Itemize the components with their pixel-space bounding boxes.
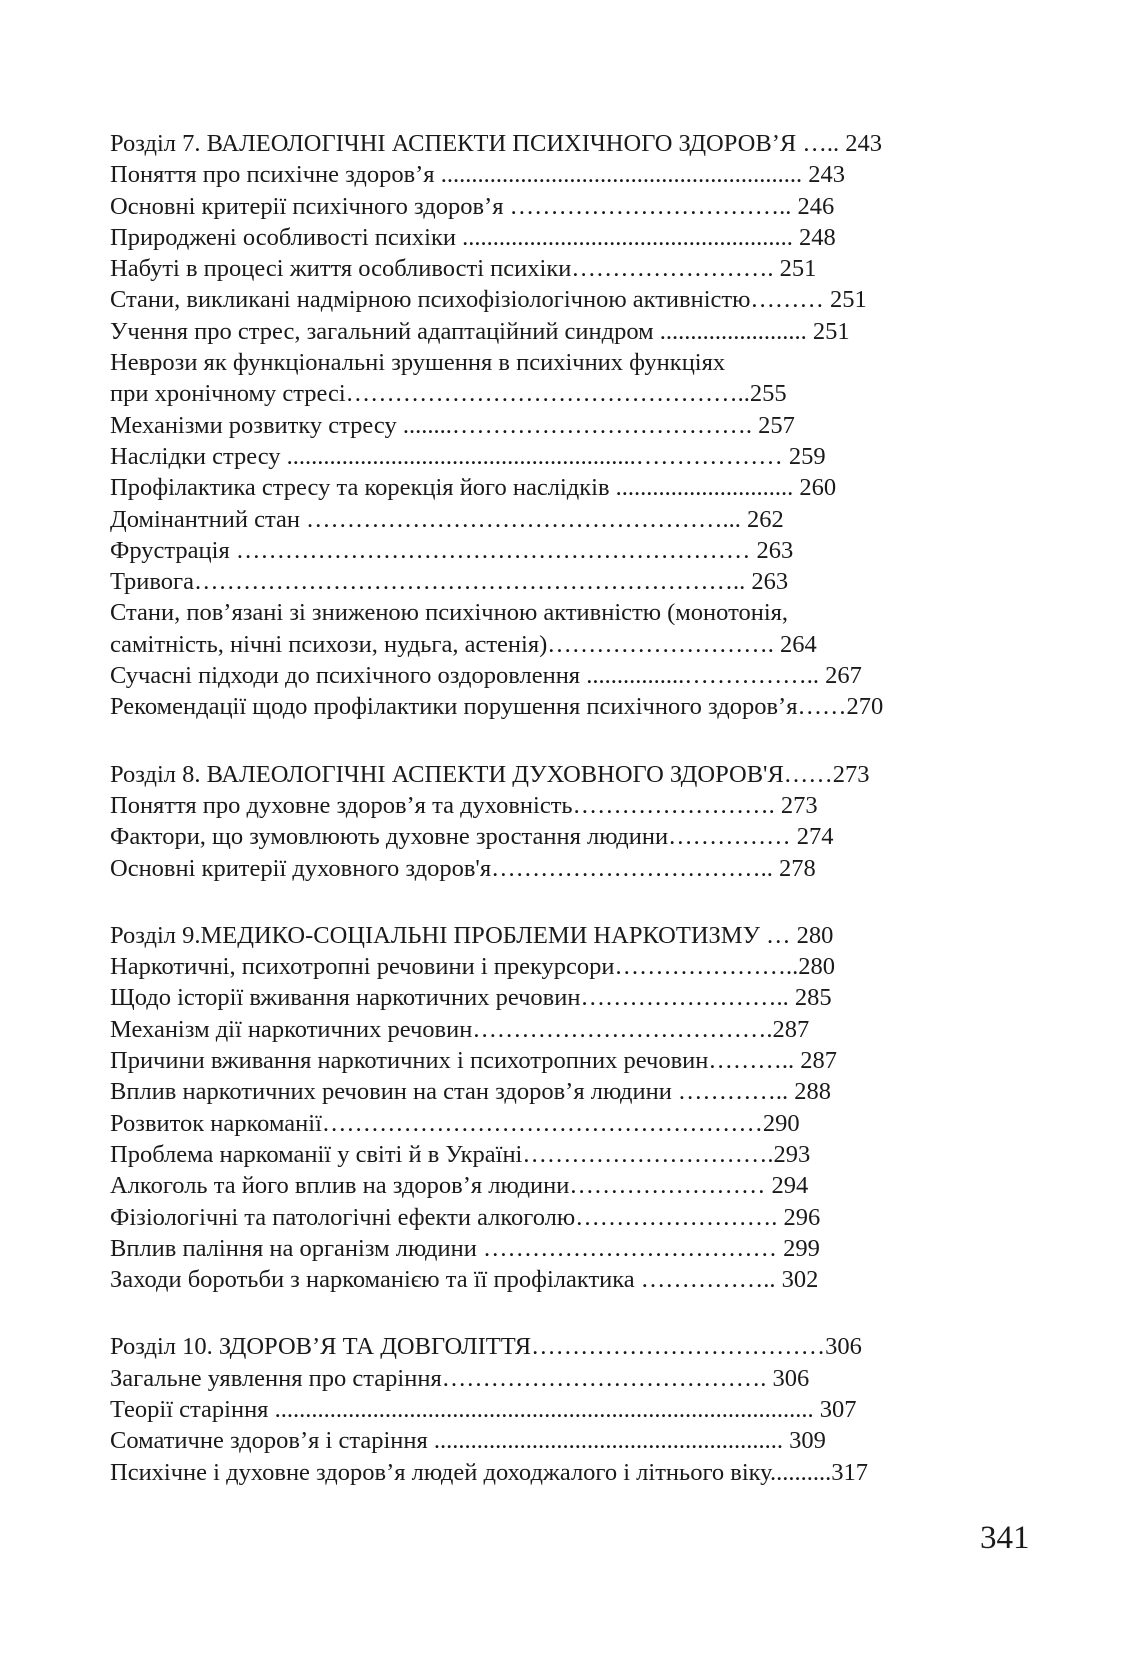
toc-entry[interactable]: Причини вживання наркотичних і психотропних речовин……….. 287 [110,1047,838,1075]
toc-entry[interactable]: Поняття про психічне здоров’я ........................................................... 243 [110,161,845,189]
toc-heading[interactable]: Розділ 7. ВАЛЕОЛОГІЧНІ АСПЕКТИ ПСИХІЧНОГО ЗДОРОВ’Я ….. 243 [110,130,882,157]
toc-entry[interactable]: Фактори, що зумовлюють духовне зростання людини…………… 274 [110,823,834,851]
toc-entry[interactable]: Природжені особливості психіки ...................................................... 248 [110,223,836,251]
toc-entry[interactable]: Механізми розвитку стресу ........………………………………. 257 [110,411,795,439]
toc-entry[interactable]: Проблема наркоманії у світі й в Україні………………………….293 [110,1140,811,1168]
toc-section-8 [110,759,990,884]
toc-entry[interactable]: Основні критерії психічного здоров’я …………………………….. 246 [110,192,835,220]
toc-entry[interactable]: Профілактика стресу та корекція його наслідків ............................. 260 [110,474,837,502]
toc-entry[interactable]: Соматичне здоров’я і старіння ......................................................... 309 [110,1427,826,1455]
toc-entry[interactable]: Загальне уявлення про старіння…………………………………. 306 [110,1364,810,1392]
toc-entry[interactable]: Сучасні підходи до психічного оздоровлення ................…………….. 267 [110,662,862,690]
toc-entry[interactable]: Стани, викликані надмірною психофізіологічною активністю……… 251 [110,286,867,314]
toc-entry[interactable]: при хронічному стресі…………………………………………..255 [110,380,787,408]
page-number: 341 [980,1520,1030,1556]
toc-entry[interactable]: Психічне і духовне здоров’я людей доходжалого і літнього віку..........317 [110,1458,868,1486]
toc-entry[interactable]: Наслідки стресу .........................................................……………… 259 [110,442,826,470]
toc-entry[interactable]: Механізм дії наркотичних речовин……………………………….287 [110,1015,810,1043]
toc-entry[interactable]: Розвиток наркоманії………………………………………………290 [110,1109,800,1137]
toc-entry[interactable]: Стани, пов’язані зі зниженою психічною активністю (монотонія, [110,599,789,627]
table-of-contents [110,128,990,1524]
toc-entry[interactable]: Неврози як функціональні зрушення в психічних функціях [110,349,726,377]
toc-entry[interactable]: Щодо історії вживання наркотичних речовин…………………….. 285 [110,984,832,1012]
toc-entry[interactable]: Алкоголь та його вплив на здоров’я людини…………………… 294 [110,1172,809,1200]
toc-entry[interactable]: Вплив наркотичних речовин на стан здоров’я людини ………….. 288 [110,1078,832,1106]
toc-entry[interactable]: Заходи боротьби з наркоманією та її профілактика …………….. 302 [110,1266,819,1294]
toc-heading[interactable]: Розділ 10. ЗДОРОВ’Я ТА ДОВГОЛІТТЯ………………………………306 [110,1333,862,1361]
toc-entry[interactable]: Основні критерії духовного здоров'я…………………………….. 278 [110,854,816,882]
toc-entry[interactable]: Фрустрація ……………………………………………………… 263 [110,536,794,564]
toc-entry[interactable]: Домінантний стан ……………………………………………... 262 [110,505,784,533]
toc-entry[interactable]: самітність, нічні психози, нудьга, астенія)………………………. 264 [110,630,817,658]
toc-entry[interactable]: Теорії старіння ........................................................................................ 307 [110,1395,857,1423]
toc-section-9 [110,920,990,1296]
toc-section-10 [110,1331,990,1487]
toc-entry[interactable]: Вплив паління на організм людини ……………………………… 299 [110,1234,820,1262]
toc-entry[interactable]: Наркотичні, психотропні речовини і прекурсори…………………..280 [110,953,836,981]
toc-entry[interactable]: Рекомендації щодо профілактики порушення психічного здоров’я……270 [110,693,884,721]
toc-entry[interactable]: Поняття про духовне здоров’я та духовність……………………. 273 [110,791,818,819]
toc-entry[interactable]: Учення про стрес, загальний адаптаційний синдром ........................ 251 [110,317,850,345]
toc-entry[interactable]: Тривога………………………………………………………….. 263 [110,568,789,596]
toc-heading[interactable]: Розділ 9.МЕДИКО-СОЦІАЛЬНІ ПРОБЛЕМИ НАРКОТИЗМУ … 280 [110,921,834,949]
toc-entry[interactable]: Набуті в процесі життя особливості психіки……………………. 251 [110,255,817,283]
toc-section-7 [110,128,990,723]
toc-entry[interactable]: Фізіологічні та патологічні ефекти алкоголю……………………. 296 [110,1203,821,1231]
toc-heading[interactable]: Розділ 8. ВАЛЕОЛОГІЧНІ АСПЕКТИ ДУХОВНОГО ЗДОРОВ'Я……273 [110,760,870,788]
